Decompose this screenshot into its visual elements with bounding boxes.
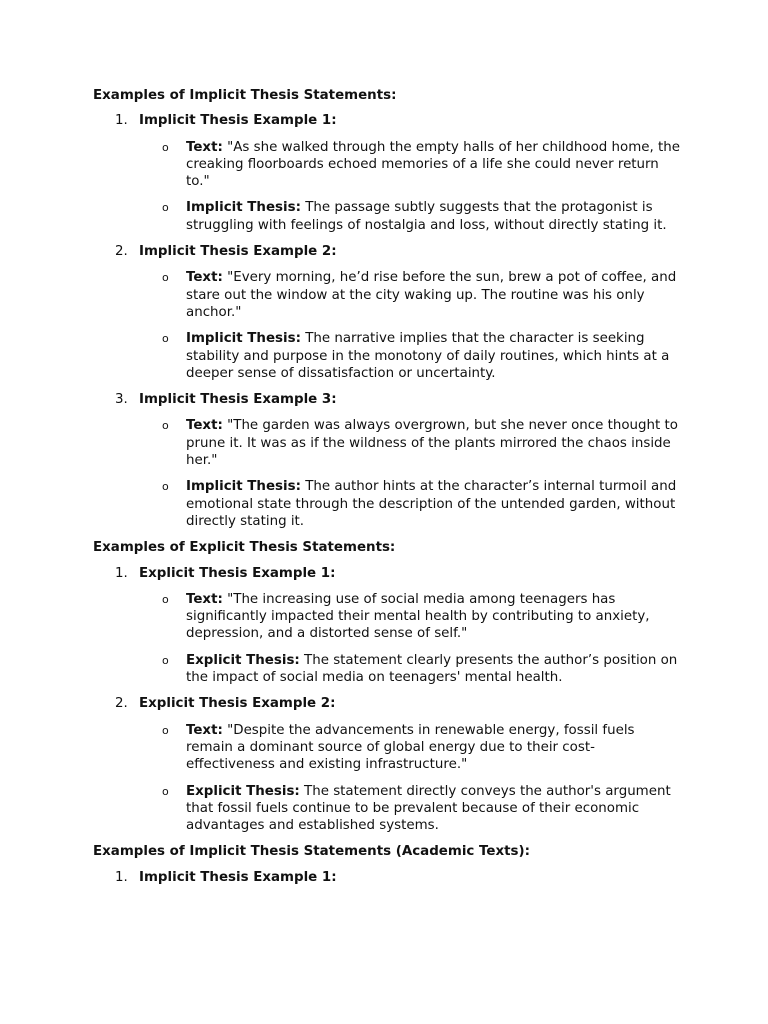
section-implicit-academic [93, 843, 683, 886]
list-item [93, 199, 683, 234]
example-number: 2. [115, 244, 128, 260]
bullet-marker-icon: o [162, 271, 169, 285]
bullet-list [93, 417, 683, 530]
bullet-list [93, 591, 683, 686]
example-item [93, 565, 683, 687]
bullet-text: "Despite the advancements in renewable energy, fossil fuels remain a dominant source of global energy due to their cost-effectiveness and existing infrastructure." [186, 722, 635, 773]
bullet-text: The author hints at the character’s internal turmoil and emotional state through the description of the untended garden, without directly stating it. [186, 479, 677, 529]
list-item [93, 783, 683, 835]
bullet-marker-icon: o [162, 653, 169, 667]
bullet-list [93, 269, 683, 382]
bullet-label: Text: [186, 139, 223, 155]
bullet-label: Implicit Thesis: [186, 331, 301, 347]
example-title: Implicit Thesis Example 1: [139, 869, 337, 885]
bullet-label: Text: [186, 591, 223, 607]
bullet-marker-icon: o [162, 723, 169, 737]
list-item [93, 139, 683, 191]
example-item [93, 391, 683, 530]
bullet-text: The narrative implies that the character is seeking stability and purpose in the monotony of daily routines, which hints at a deeper sense of dissatisfaction or uncertainty. [186, 331, 670, 381]
bullet-text: The statement directly conveys the author's argument that fossil fuels continue to be prevalent because of their economic advantages and established systems. [186, 783, 671, 834]
bullet-label: Text: [186, 270, 223, 286]
bullet-marker-icon: o [162, 419, 169, 433]
list-item [93, 722, 683, 774]
section-heading: Examples of Implicit Thesis Statements (Academic Texts): [93, 844, 530, 860]
example-number: 1. [115, 565, 128, 581]
bullet-label: Text: [186, 418, 223, 434]
bullet-label: Explicit Thesis: [186, 652, 300, 668]
bullet-marker-icon: o [162, 140, 169, 154]
bullet-marker-icon: o [162, 784, 169, 798]
example-item [93, 243, 683, 382]
bullet-marker-icon: o [162, 201, 169, 215]
example-title: Explicit Thesis Example 1: [139, 565, 336, 581]
example-item [93, 695, 683, 834]
bullet-list [93, 139, 683, 234]
section-implicit [93, 87, 683, 530]
example-number: 2. [115, 696, 128, 712]
bullet-text: "The increasing use of social media among teenagers has significantly impacted their mental health by contributing to anxiety, depression, and a distorted sense of self." [186, 591, 650, 642]
section-heading: Examples of Explicit Thesis Statements: [93, 540, 396, 556]
example-title: Implicit Thesis Example 3: [139, 392, 337, 408]
bullet-text: "The garden was always overgrown, but she never once thought to prune it. It was as if the wildness of the plants mirrored the chaos inside her." [186, 418, 678, 469]
bullet-text: The passage subtly suggests that the protagonist is struggling with feelings of nostalgia and loss, without directly stating it. [186, 200, 667, 233]
bullet-list [93, 722, 683, 835]
bullet-marker-icon: o [162, 332, 169, 346]
bullet-label: Text: [186, 722, 223, 738]
example-item [93, 869, 683, 886]
bullet-text: The statement clearly presents the author’s position on the impact of social media on teenagers' mental health. [186, 652, 678, 686]
list-item [93, 330, 683, 382]
section-heading: Examples of Implicit Thesis Statements: [93, 88, 397, 103]
bullet-marker-icon: o [162, 480, 169, 494]
section-explicit [93, 539, 683, 834]
bullet-text: "As she walked through the empty halls of her childhood home, the creaking floorboards echoed memories of a life she could never return to." [186, 139, 680, 190]
bullet-label: Implicit Thesis: [186, 479, 301, 495]
example-title: Implicit Thesis Example 1: [139, 113, 337, 129]
example-title: Explicit Thesis Example 2: [139, 696, 336, 712]
list-item [93, 652, 683, 687]
bullet-label: Implicit Thesis: [186, 200, 301, 216]
list-item [93, 417, 683, 469]
example-number: 3. [115, 392, 128, 408]
example-number: 1. [115, 113, 128, 129]
list-item [93, 478, 683, 530]
example-item [93, 112, 683, 234]
example-title: Implicit Thesis Example 2: [139, 244, 337, 260]
bullet-label: Explicit Thesis: [186, 783, 300, 799]
list-item [93, 591, 683, 643]
bullet-marker-icon: o [162, 592, 169, 606]
bullet-text: "Every morning, he’d rise before the sun, brew a pot of coffee, and stare out the window at the city waking up. The routine was his only anchor." [186, 270, 677, 320]
example-number: 1. [115, 869, 128, 885]
document-page [93, 87, 683, 886]
list-item [93, 269, 683, 321]
